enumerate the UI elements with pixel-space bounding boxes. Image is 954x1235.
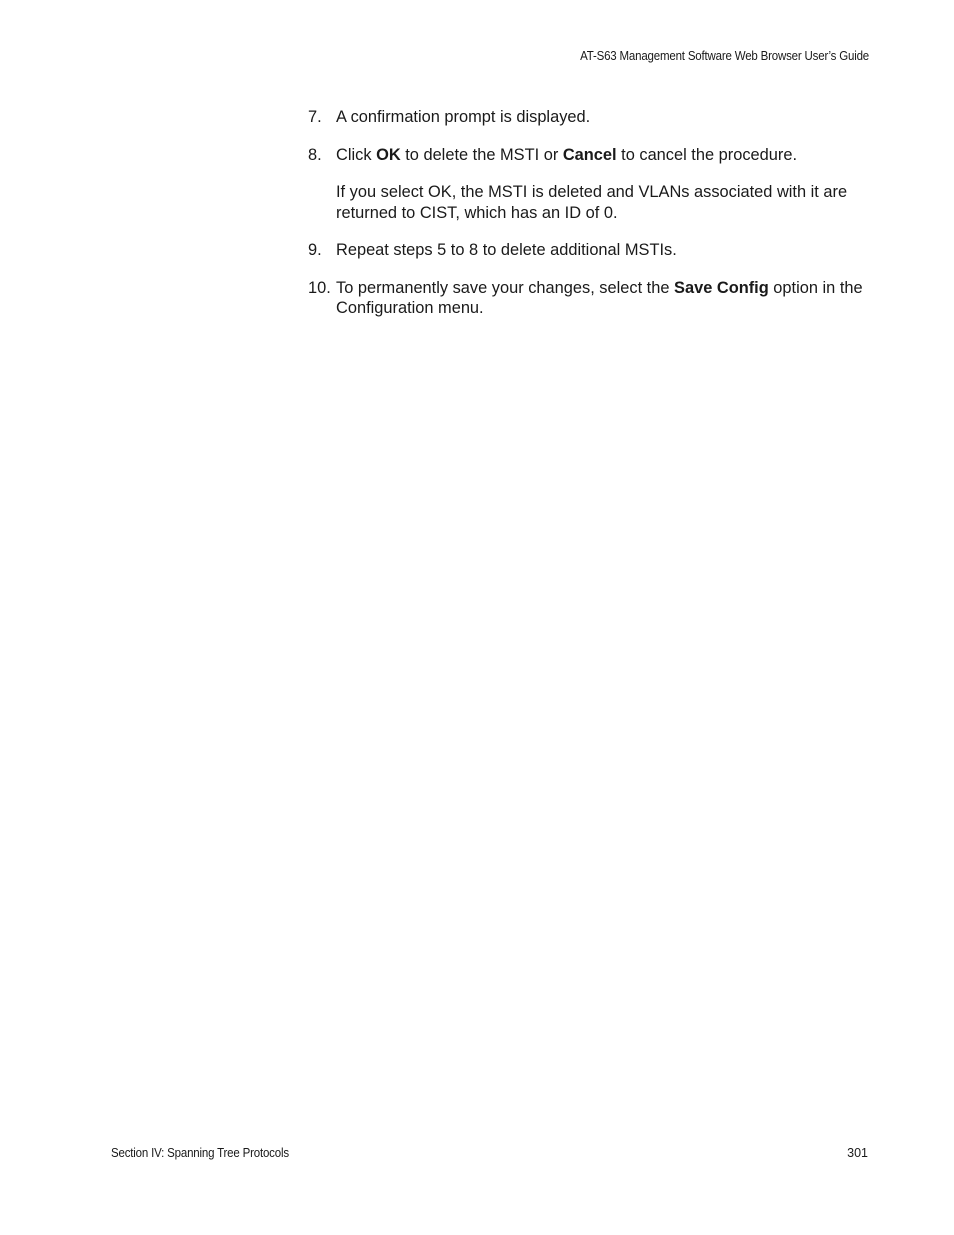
- step-number: 7.: [308, 108, 322, 126]
- step-number: 8.: [308, 145, 322, 164]
- step-text-part: Click: [336, 145, 377, 164]
- cancel-term: Cancel: [562, 145, 617, 164]
- running-header: AT-S63 Management Software Web Browser User’s Guide: [580, 49, 869, 63]
- step-9: [308, 240, 878, 261]
- step-text-part: to delete the MSTI or: [400, 145, 563, 164]
- ok-term: OK: [376, 145, 401, 164]
- save-config-term: Save Config: [674, 278, 769, 297]
- step-10: [308, 278, 878, 319]
- step-8: [308, 145, 878, 224]
- procedure-steps: [308, 107, 878, 336]
- step-number: 10.: [308, 278, 331, 297]
- step-text: Repeat steps 5 to 8 to delete additional MSTIs.: [336, 241, 677, 259]
- page-number: 301: [847, 1146, 868, 1160]
- footer-section-title: Section IV: Spanning Tree Protocols: [111, 1146, 289, 1160]
- step-7: [308, 107, 878, 128]
- step-text: [336, 279, 863, 318]
- step-text-part: option in the Configuration menu.: [336, 278, 863, 317]
- step-note: If you select OK, the MSTI is deleted and VLANs associated with it are returned to CIST, which has an ID of 0.: [336, 183, 848, 222]
- step-number: 9.: [308, 241, 322, 259]
- step-text: A confirmation prompt is displayed.: [336, 108, 591, 126]
- step-text-part: to cancel the procedure.: [616, 145, 798, 164]
- step-text: [336, 146, 797, 164]
- step-text-part: To permanently save your changes, select the: [336, 278, 675, 297]
